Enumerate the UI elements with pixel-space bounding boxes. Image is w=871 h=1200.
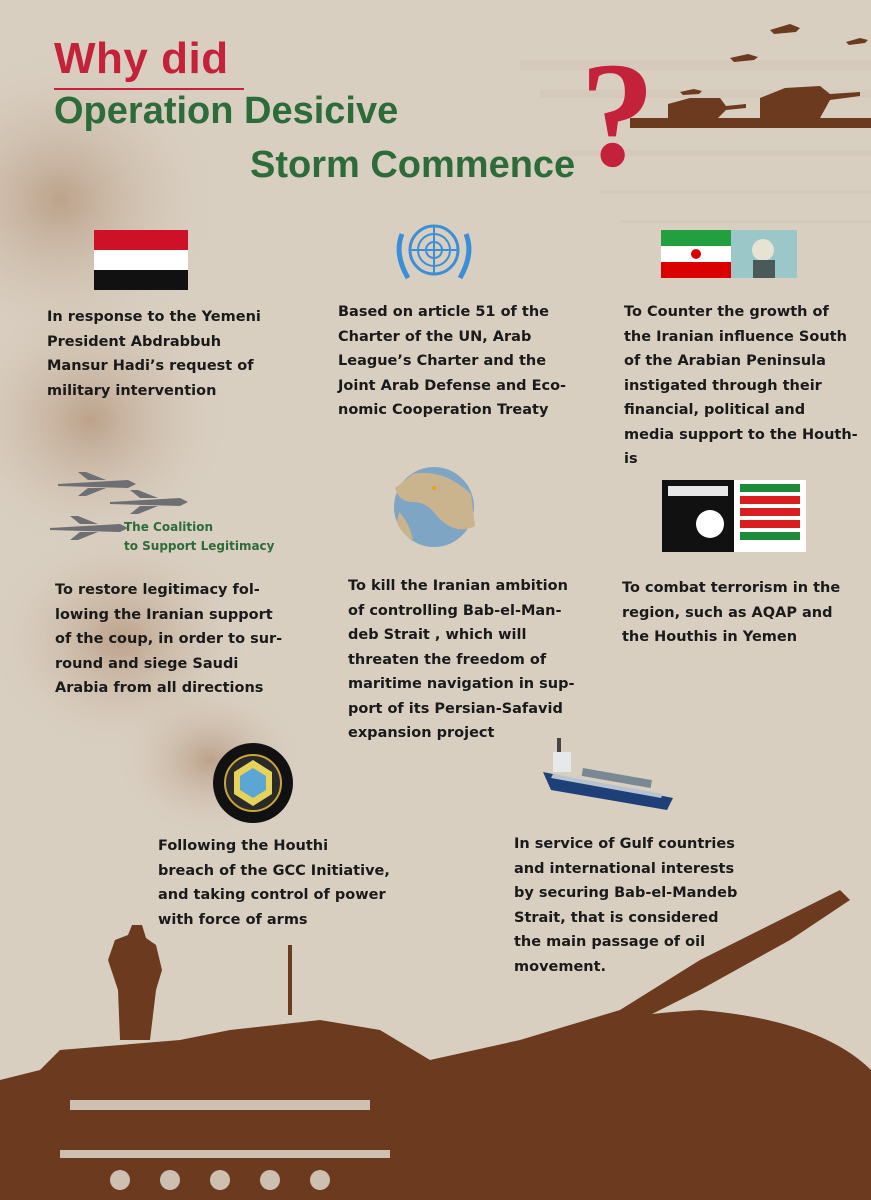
text-line: Following the Houthi: [158, 838, 329, 854]
coalition-label-line-1: The Coalition: [124, 520, 214, 534]
strait-map-icon: [393, 466, 475, 548]
text-line: To restore legitimacy fol-: [55, 582, 260, 598]
reason-text-5: [348, 574, 575, 746]
reason-text-4: [55, 578, 282, 701]
reason-text-8: [514, 832, 737, 979]
text-line: To combat terrorism in the: [622, 580, 841, 596]
question-mark: ?: [580, 32, 655, 198]
text-line: of controlling Bab-el-Man-: [348, 602, 562, 619]
text-line: with force of arms: [158, 911, 308, 928]
text-line: nomic Cooperation Treaty: [338, 402, 549, 418]
text-line: deb Strait , which will: [348, 627, 527, 643]
text-line: and international interests: [514, 860, 735, 877]
text-line: the Houthis in Yemen: [622, 629, 798, 645]
title-line-2: Operation Desicive: [54, 90, 399, 132]
text-line: the Iranian influence South: [624, 328, 847, 345]
text-line: port of its Persian-Safavid: [348, 700, 563, 717]
text-line: Strait, that is considered: [514, 909, 719, 926]
text-line: is: [624, 451, 638, 467]
oil-tanker-icon: [543, 738, 678, 812]
text-line: breach of the GCC Initiative,: [158, 862, 390, 879]
text-line: expansion project: [348, 725, 495, 741]
text-line: round and siege Saudi: [55, 655, 239, 672]
yemen-flag-icon: [94, 230, 188, 290]
text-line: of the Arabian Peninsula: [624, 353, 826, 369]
text-line: maritime navigation in sup-: [348, 676, 575, 692]
reason-text-2: [338, 300, 566, 423]
text-line: region, such as AQAP and: [622, 604, 833, 621]
text-line: and taking control of power: [158, 887, 386, 903]
text-line: In response to the Yemeni: [47, 309, 261, 325]
reason-text-1: [47, 305, 261, 403]
title-line-3: Storm Commence: [250, 144, 576, 186]
text-line: movement.: [514, 958, 607, 975]
text-line: media support to the Houth-: [624, 426, 858, 443]
text-line: of the coup, in order to sur-: [55, 631, 283, 647]
text-line: Based on article 51 of the: [338, 304, 549, 320]
un-emblem-icon: [388, 214, 480, 288]
text-line: In service of Gulf countries: [514, 836, 735, 852]
text-line: Joint Arab Defense and Eco-: [338, 377, 567, 394]
text-line: League’s Charter and the: [338, 353, 547, 369]
title-line-1: Why did: [54, 34, 229, 83]
reason-text-6: [622, 576, 840, 650]
text-line: military intervention: [47, 382, 217, 399]
text-line: To kill the Iranian ambition: [348, 578, 568, 594]
text-line: lowing the Iranian support: [55, 606, 273, 623]
text-line: threaten the freedom of: [348, 651, 547, 668]
text-line: the main passage of oil: [514, 934, 706, 950]
text-line: Mansur Hadi’s request of: [47, 358, 254, 374]
text-line: by securing Bab-el-Mandeb: [514, 885, 738, 901]
text-line: Charter of the UN, Arab: [338, 328, 532, 345]
terror-flags-icon: [662, 480, 806, 552]
reason-text-3: [624, 300, 858, 472]
reason-text-7: [158, 834, 390, 932]
text-line: instigated through their: [624, 377, 822, 394]
iran-banknote-icon: [661, 230, 797, 278]
text-line: Arabia from all directions: [55, 680, 264, 696]
top-tanks-silhouette: [630, 24, 871, 128]
text-line: President Abdrabbuh: [47, 333, 222, 350]
gcc-emblem-icon: [212, 742, 294, 824]
coalition-label-line-2: to Support Legitimacy: [124, 539, 275, 553]
text-line: financial, political and: [624, 402, 806, 418]
text-line: To Counter the growth of: [624, 304, 829, 320]
coalition-label: [124, 518, 274, 556]
